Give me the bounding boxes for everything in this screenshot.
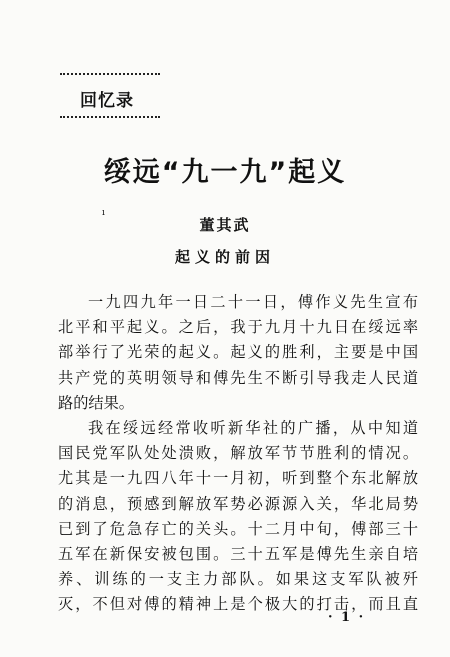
body-line: 灭，不但对傅的精神上是个极大的打击，而且直 [58,595,418,614]
stray-mark: ı [102,208,105,218]
section-subheading: 起义的前因 [174,248,275,266]
body-line: 一九四九年一日二十一日，傅作义先生宣布 [88,293,418,311]
dotted-rule-top [60,73,160,78]
body-line: 尤其是一九四八年十一月初，听到整个东北解放 [58,469,418,488]
body-text [58,290,418,617]
body-line: 养、训练的一支主力部队。如果这支军队被歼 [58,570,418,589]
section-header [60,70,160,125]
page-number: · 1 · [328,610,366,625]
body-line: 共产党的英明领导和傅先生不断引导我走人民道 [58,368,418,387]
body-line: 已到了危急存亡的关头。十二月中旬，傅部三十 [58,519,418,538]
section-label: 回忆录 [80,91,134,111]
body-line: 北平和平起义。之后，我于九月十九日在绥远率 [58,318,418,337]
body-line: 五军在新保安被包围。三十五军是傅先生亲自培 [58,544,418,563]
body-line: 路的结果。 [58,393,134,412]
body-line: 部举行了光荣的起义。起义的胜利，主要是中国 [58,343,418,362]
article-title: 绥远“九一九”起义 [103,157,347,188]
dotted-rule-bottom [60,116,160,121]
author-name: 董其武 [199,216,251,234]
body-line: 国民党军队处处溃败，解放军节节胜利的情况。 [58,444,418,463]
body-line: 我在绥远经常收听新华社的广播，从中知道 [88,418,418,437]
body-line: 的消息，预感到解放军势必源源入关，华北局势 [58,494,418,513]
